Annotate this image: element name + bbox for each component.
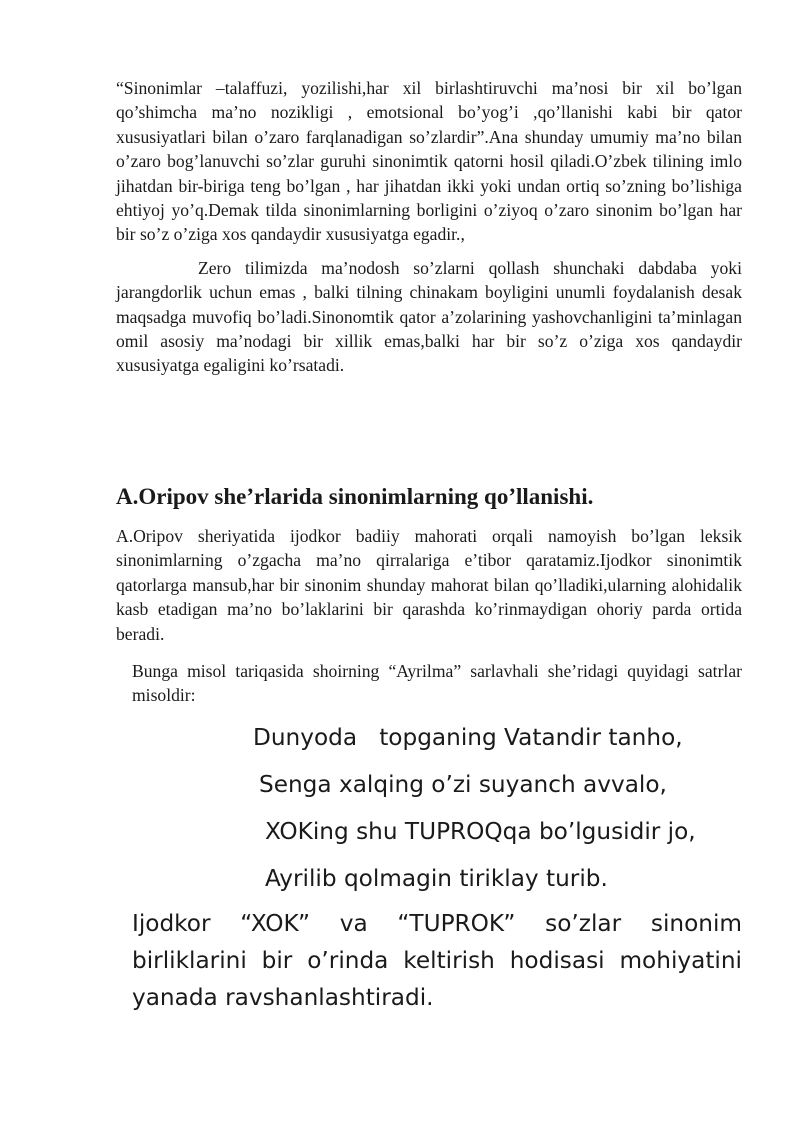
body-paragraph-example-intro: Bunga misol tariqasida shoirning “Ayrilma” sarlavhali she’ridagi quyidagi satrlar misoldir: — [132, 661, 742, 706]
document-page — [116, 76, 742, 1011]
poem-line: Senga xalqing o’zi suyanch avvalo, — [259, 771, 667, 798]
poem-line: XOKing shu TUPROQqa bo’lgusidir jo, — [265, 818, 696, 845]
poem-quote — [116, 714, 742, 902]
body-paragraph-zero: Zero tilimizda ma’nodosh so’zlarni qollash shunchaki dabdaba yoki jarangdorlik uchun emas , balki tilning chinakam boyligini unumli foydalanish desak maqsadga muvofiq bo’ladi.Sinonomtik qator a’zolarining yashovchanligini ta’minlagan omil asosiy ma’nodagi bir xillik emas,balki har bir so’z o’ziga xos qandaydir xususiyatga egaligini ko’rsatadi. — [116, 257, 742, 376]
body-paragraph-definition: “Sinonimlar –talaffuzi, yozilishi,har xil birlashtiruvchi ma’nosi bir xil bo’lgan qo’shimcha ma’no nozikligi , emotsional bo’yog’i ,qo’llanishi kabi bir qator xususiyatlari bilan o’zaro farqlanadigan so’zlardir”.Ana shunday umumiy ma’no bilan o’zaro bog’lanuvchi so’zlar guruhi sinonimtik qatorni hosil qiladi.O’zbek tilining imlo jihatdan bir-biriga teng bo’lgan , har jihatdan ikki yoki undan ortiq so’zning bo’lishiga ehtiyoj yo’q.Demak tilda sinonimlarning borligini o’ziyoq o’zaro sinonim bo’lgan har bir so’z o’ziga xos qandaydir xususiyatga egadir., — [116, 78, 742, 245]
poem-line: Ayrilib qolmagin tiriklay turib. — [265, 865, 608, 892]
section-heading: A.Oripov she’rlarida sinonimlarning qo’llanishi. — [116, 484, 594, 509]
body-paragraph-oripov: A.Oripov sheriyatida ijodkor badiiy mahorati orqali namoyish bo’lgan leksik sinonimlarning o’zgacha ma’no qirralariga e’tibor qaratamiz.Ijodkor sinonimtik qatorlarga mansub,har bir sinonim shunday mahorat bilan qo’lladiki,ularning alohidalik kasb etadigan ma’no bo’laklarini bir qarashda ko’rinmaydigan ohoriy parda ortida beradi. — [116, 526, 742, 644]
body-paragraph-conclusion: Ijodkor “XOK” va “TUPROK” so’zlar sinonim birliklarini bir o’rinda keltirish hodisasi mohiyatini yanada ravshanlashtiradi. — [132, 910, 742, 1011]
poem-line: Dunyoda topganing Vatandir tanho, — [253, 724, 683, 751]
